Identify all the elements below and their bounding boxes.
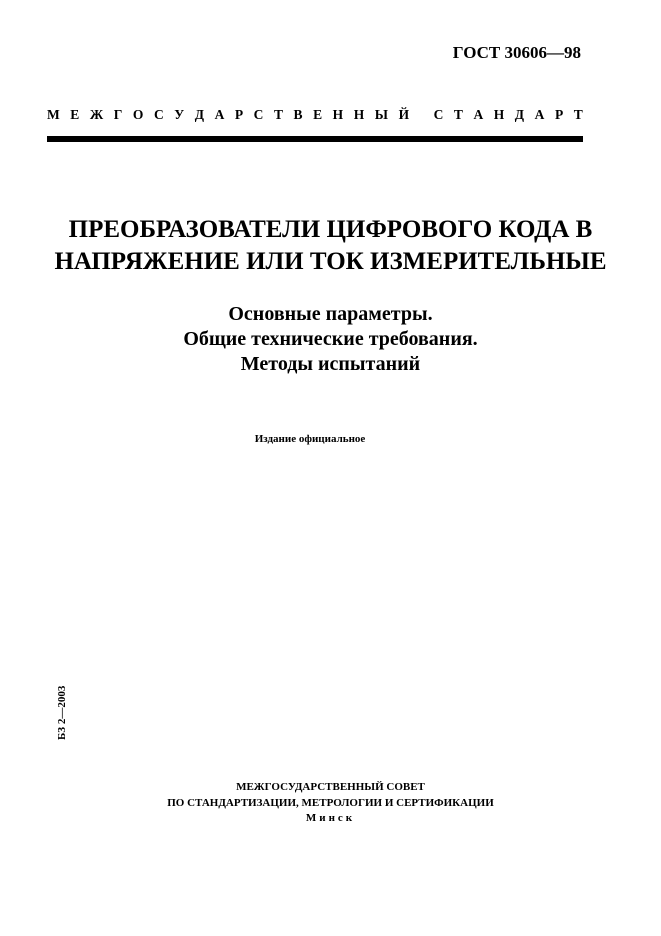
header-rule xyxy=(47,136,583,142)
edition-label: Издание официальное xyxy=(254,433,366,445)
header-letter: Р xyxy=(554,107,564,122)
header-letter: С xyxy=(253,107,264,122)
header-letter: Н xyxy=(493,107,505,122)
header-letter: Р xyxy=(234,107,244,122)
subtitle-line: Методы испытаний xyxy=(240,353,421,375)
publisher-line2: ПО СТАНДАРТИЗАЦИИ, МЕТРОЛОГИИ И СЕРТИФИКАЦИИ xyxy=(167,796,494,809)
subtitle-line: Основные параметры. xyxy=(228,303,433,325)
subtitle-line: Общие технические требования. xyxy=(183,328,478,350)
header-letter: Н xyxy=(353,107,365,122)
title-line: ПРЕОБРАЗОВАТЕЛИ ЦИФРОВОГО КОДА В xyxy=(68,216,593,243)
standard-designation: ГОСТ 30606—98 xyxy=(452,43,581,62)
header-letter: Т xyxy=(573,107,583,122)
header-letter xyxy=(420,107,423,123)
document-subtitle xyxy=(0,302,661,377)
publisher-city: Минск xyxy=(305,812,356,824)
header-letter: Д xyxy=(194,107,205,122)
header-letter: Г xyxy=(113,107,123,122)
publisher-line1: МЕЖГОСУДАРСТВЕННЫЙ СОВЕТ xyxy=(236,781,425,793)
header-letter: Й xyxy=(398,107,410,122)
header-letter: А xyxy=(473,107,484,122)
header-letter: Н xyxy=(332,107,344,122)
header-letter: Д xyxy=(514,107,525,122)
document-title xyxy=(0,214,661,278)
header-letter: А xyxy=(214,107,225,122)
header-letter: Т xyxy=(273,107,283,122)
standard-header xyxy=(47,107,583,123)
title-line: НАПРЯЖЕНИЕ ИЛИ ТОК ИЗМЕРИТЕЛЬНЫЕ xyxy=(54,248,607,275)
header-letter: А xyxy=(534,107,545,122)
header-letter: О xyxy=(132,107,144,122)
header-letter: М xyxy=(47,107,60,122)
header-letter: Е xyxy=(70,107,80,122)
header-letter: Ы xyxy=(374,107,389,122)
header-letter: В xyxy=(293,107,303,122)
header-letter: У xyxy=(174,107,185,122)
header-letter: С xyxy=(153,107,164,122)
header-letter: Ж xyxy=(89,107,104,122)
header-letter: Т xyxy=(453,107,463,122)
header-letter: С xyxy=(433,107,444,122)
publisher-block xyxy=(0,780,661,827)
side-code: БЗ 2—2003 xyxy=(56,685,68,740)
header-letter: Е xyxy=(313,107,323,122)
